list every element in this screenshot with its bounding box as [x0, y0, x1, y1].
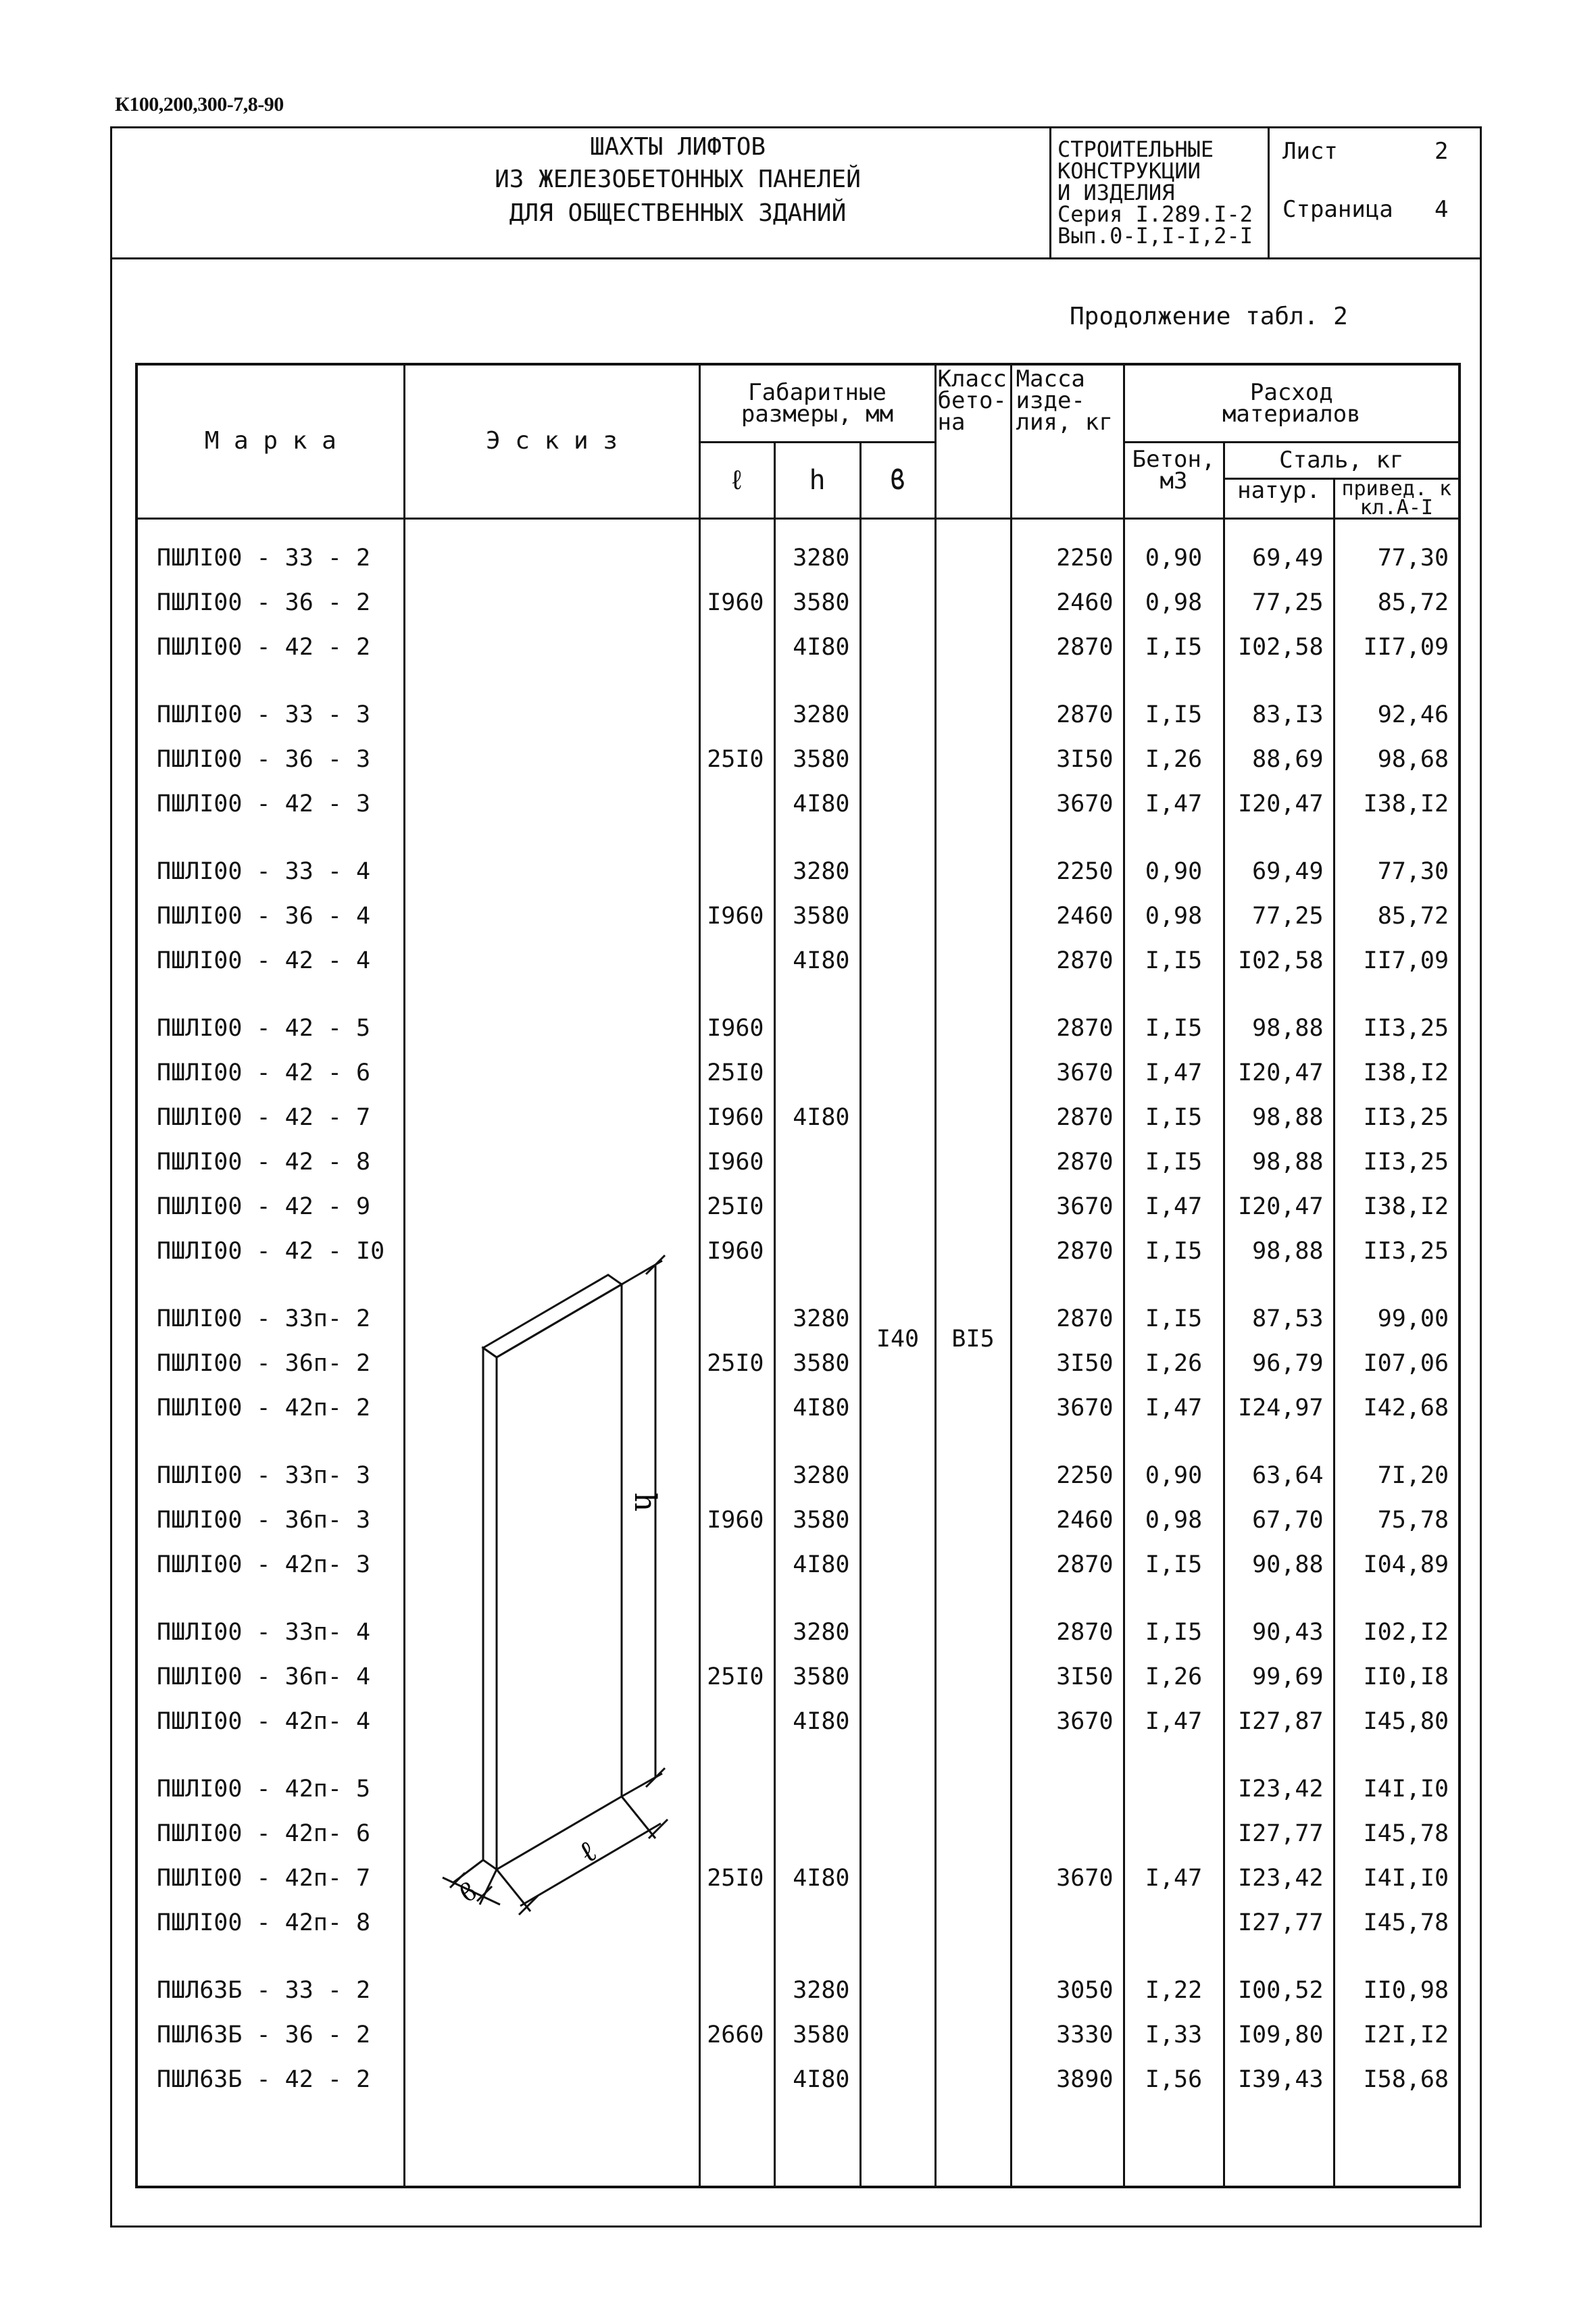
title-line-1: ШАХТЫ ЛИФТОВ — [589, 133, 766, 161]
reduced-cell: I58,68 — [1363, 2065, 1449, 2093]
reduced-cell: I42,68 — [1363, 1394, 1449, 1422]
header-reduced: привед. к кл.А-I — [1334, 478, 1460, 518]
mark-cell: ПШЛI00 - 33 - 2 — [157, 544, 371, 572]
sheet-label: Лист — [1282, 138, 1338, 165]
title-divider-1 — [1049, 126, 1051, 257]
header-concrete-class — [935, 364, 1011, 518]
mass-cell: 2870 — [1056, 1014, 1114, 1042]
l-cell — [701, 1767, 774, 1811]
natural-cell: I00,52 — [1238, 1976, 1324, 2004]
h-cell: 3580 — [793, 1663, 850, 1690]
natural-cell: 98,88 — [1252, 1014, 1324, 1042]
reduced-cell: 98,68 — [1377, 745, 1449, 773]
reduced-cell: II0,98 — [1363, 1976, 1449, 2004]
mass-cell: 3050 — [1056, 1976, 1114, 2004]
mark-cell: ПШЛI00 - 36 - 2 — [157, 588, 371, 616]
panel-sketch — [405, 520, 701, 2188]
natural-cell: I27,77 — [1238, 1909, 1324, 1936]
l-cell: I960 — [707, 1014, 764, 1042]
mark-cell: ПШЛI00 - 42п- 8 — [157, 1909, 371, 1936]
col-mass — [1011, 518, 1124, 2187]
mass-cell: 2870 — [1056, 1551, 1114, 1578]
h-cell: 3280 — [793, 1618, 850, 1646]
col-natural — [1224, 518, 1334, 2187]
mark-cell: ПШЛI00 - 42 - 2 — [157, 633, 371, 661]
header-l: ℓ — [699, 442, 774, 518]
concrete-cell: I,47 — [1145, 1864, 1203, 1892]
h-cell: 4I80 — [793, 1707, 850, 1735]
mass-cell: 3670 — [1056, 1864, 1114, 1892]
reduced-cell: II7,09 — [1363, 947, 1449, 974]
h-cell: 3580 — [793, 1506, 850, 1534]
mass-cell: 2460 — [1056, 588, 1114, 616]
reduced-cell: I45,80 — [1363, 1707, 1449, 1735]
common-b: I40 — [876, 1325, 920, 1353]
mass-cell — [1012, 1901, 1123, 1945]
concrete-cell: 0,90 — [1145, 1461, 1203, 1489]
mass-cell: 2870 — [1056, 1103, 1114, 1131]
l-cell — [701, 1699, 774, 1744]
concrete-cell — [1125, 1901, 1223, 1945]
reduced-cell: I2I,I2 — [1363, 2021, 1449, 2048]
reduced-cell: I45,78 — [1363, 1909, 1449, 1936]
natural-cell: I23,42 — [1238, 1864, 1324, 1892]
panel-top-face — [483, 1275, 622, 1357]
concrete-cell: I,I5 — [1145, 1148, 1203, 1176]
natural-cell: I20,47 — [1238, 790, 1324, 818]
natural-cell: 67,70 — [1252, 1506, 1324, 1534]
concrete-cell: I,I5 — [1145, 701, 1203, 728]
reduced-cell: 85,72 — [1377, 588, 1449, 616]
h-cell: 3280 — [793, 1305, 850, 1332]
mark-cell: ПШЛI00 - 33п- 4 — [157, 1618, 371, 1646]
l-cell: 25I0 — [707, 1192, 764, 1220]
reduced-cell: 85,72 — [1377, 902, 1449, 930]
natural-cell: I09,80 — [1238, 2021, 1324, 2048]
mark-cell: ПШЛI00 - 33 - 4 — [157, 857, 371, 885]
reduced-cell: I4I,I0 — [1363, 1775, 1449, 1803]
mass-cell: 2870 — [1056, 701, 1114, 728]
concrete-cell: 0,90 — [1145, 857, 1203, 885]
mass-cell — [1012, 1767, 1123, 1811]
mass-cell: 2250 — [1056, 857, 1114, 885]
concrete-cell: I,22 — [1145, 1976, 1203, 2004]
series-line-4: Серия I.289.I-2 — [1057, 201, 1253, 227]
page-label: Страница — [1282, 196, 1393, 223]
reduced-cell: II3,25 — [1363, 1103, 1449, 1131]
h-cell — [776, 1901, 859, 1945]
sketch-label-b: ϐ — [455, 1877, 482, 1909]
concrete-cell: I,I5 — [1145, 1305, 1203, 1332]
h-cell — [776, 1767, 859, 1811]
mass-cell: 2460 — [1056, 1506, 1114, 1534]
mass-cell: 3890 — [1056, 2065, 1114, 2093]
h-cell: 3580 — [793, 902, 850, 930]
h-cell: 3280 — [793, 1461, 850, 1489]
mass-cell: 2250 — [1056, 1461, 1114, 1489]
h-cell: 4I80 — [793, 1864, 850, 1892]
h-cell: 3280 — [793, 544, 850, 572]
mass-cell: 3I50 — [1056, 1349, 1114, 1377]
l-cell: I960 — [707, 1103, 764, 1131]
concrete-cell: I,47 — [1145, 790, 1203, 818]
mark-cell: ПШЛ63Б - 42 - 2 — [157, 2065, 371, 2093]
l-cell: 25I0 — [707, 1349, 764, 1377]
h-cell — [776, 1184, 859, 1229]
h-cell: 3280 — [793, 857, 850, 885]
concrete-cell: I,47 — [1145, 1394, 1203, 1422]
header-b: ϐ — [860, 442, 935, 518]
mark-cell: ПШЛI00 - 42 - 3 — [157, 790, 371, 818]
reduced-cell: II7,09 — [1363, 633, 1449, 661]
l-cell — [701, 536, 774, 580]
h-cell — [776, 1051, 859, 1095]
natural-cell: I23,42 — [1238, 1775, 1324, 1803]
series-line-3: И ИЗДЕЛИЯ — [1057, 180, 1175, 205]
l-cell: 25I0 — [707, 1059, 764, 1086]
mark-cell: ПШЛI00 - 42п- 3 — [157, 1551, 371, 1578]
mark-cell: ПШЛ63Б - 33 - 2 — [157, 1976, 371, 2004]
reduced-cell: 77,30 — [1377, 857, 1449, 885]
h-cell — [776, 1229, 859, 1274]
l-cell — [701, 1453, 774, 1498]
spec-table — [135, 363, 1461, 2188]
natural-cell: 98,88 — [1252, 1148, 1324, 1176]
panel-drawing — [443, 1255, 668, 1915]
l-cell: 2660 — [707, 2021, 764, 2048]
mark-cell: ПШЛI00 - 42 - 7 — [157, 1103, 371, 1131]
h-cell: 4I80 — [793, 1551, 850, 1578]
header-mass — [1011, 364, 1124, 518]
mark-cell: ПШЛI00 - 33 - 3 — [157, 701, 371, 728]
natural-cell: I20,47 — [1238, 1192, 1324, 1220]
mark-cell: ПШЛI00 - 42 - 8 — [157, 1148, 371, 1176]
mass-cell: 3I50 — [1056, 1663, 1114, 1690]
h-cell: 3580 — [793, 745, 850, 773]
concrete-cell — [1125, 1811, 1223, 1856]
sheet-value: 2 — [1435, 138, 1449, 165]
mass-cell — [1012, 1811, 1123, 1856]
header-sketch: Э с к и з — [404, 364, 699, 518]
panel-side-face — [483, 1348, 497, 1869]
h-cell: 4I80 — [793, 2065, 850, 2093]
reduced-cell: 92,46 — [1377, 701, 1449, 728]
panel-front-face — [497, 1284, 622, 1869]
concrete-cell: I,I5 — [1145, 947, 1203, 974]
header-dims: Габаритные размеры, мм — [699, 364, 935, 442]
natural-cell: 88,69 — [1252, 745, 1324, 773]
mass-cell: 2250 — [1056, 544, 1114, 572]
mark-cell: ПШЛI00 - 42п- 7 — [157, 1864, 371, 1892]
natural-cell: I27,77 — [1238, 1819, 1324, 1847]
document-code: К100,200,300-7,8-90 — [115, 93, 284, 116]
mark-cell: ПШЛI00 - 36п- 2 — [157, 1349, 371, 1377]
natural-cell: I27,87 — [1238, 1707, 1324, 1735]
reduced-cell: 99,00 — [1377, 1305, 1449, 1332]
dim-ext-left — [497, 1869, 530, 1911]
concrete-cell: I,33 — [1145, 2021, 1203, 2048]
mass-cell: 2460 — [1056, 902, 1114, 930]
h-cell: 3280 — [793, 1976, 850, 2004]
l-cell: I960 — [707, 1148, 764, 1176]
mark-cell: ПШЛI00 - 42 - 9 — [157, 1192, 371, 1220]
mass-cell: 3670 — [1056, 1394, 1114, 1422]
natural-cell: 77,25 — [1252, 902, 1324, 930]
concrete-cell: I,I5 — [1145, 1551, 1203, 1578]
l-cell — [701, 849, 774, 894]
natural-cell: I24,97 — [1238, 1394, 1324, 1422]
h-cell: 4I80 — [793, 947, 850, 974]
mark-cell: ПШЛI00 - 42 - 4 — [157, 947, 371, 974]
h-cell: 4I80 — [793, 633, 850, 661]
reduced-cell: I4I,I0 — [1363, 1864, 1449, 1892]
natural-cell: I20,47 — [1238, 1059, 1324, 1086]
natural-cell: 69,49 — [1252, 857, 1324, 885]
mass-cell: 3330 — [1056, 2021, 1114, 2048]
header-consumption: Расход материалов — [1124, 364, 1460, 442]
reduced-cell: I38,I2 — [1363, 1059, 1449, 1086]
col-concrete-class — [935, 518, 1011, 2187]
natural-cell: 63,64 — [1252, 1461, 1324, 1489]
l-cell — [701, 1968, 774, 2013]
concrete-cell: I,56 — [1145, 2065, 1203, 2093]
col-concrete — [1124, 518, 1224, 2187]
concrete-cell: I,26 — [1145, 745, 1203, 773]
col-reduced — [1334, 518, 1460, 2187]
natural-cell: I02,58 — [1238, 947, 1324, 974]
concrete-cell: I,I5 — [1145, 1237, 1203, 1265]
mark-cell: ПШЛI00 - 42 - 5 — [157, 1014, 371, 1042]
l-cell: 25I0 — [707, 1864, 764, 1892]
h-cell: 4I80 — [793, 1103, 850, 1131]
natural-cell: 99,69 — [1252, 1663, 1324, 1690]
l-cell — [701, 1610, 774, 1655]
h-cell — [776, 1006, 859, 1051]
col-l — [699, 518, 774, 2187]
l-cell: I960 — [707, 1237, 764, 1265]
h-cell: 4I80 — [793, 1394, 850, 1422]
header-mark: М а р к а — [136, 364, 404, 518]
l-cell — [701, 625, 774, 670]
l-cell — [701, 1542, 774, 1587]
reduced-cell: I02,I2 — [1363, 1618, 1449, 1646]
series-line-1: СТРОИТЕЛЬНЫЕ — [1057, 136, 1214, 162]
l-cell: 25I0 — [707, 745, 764, 773]
series-line-2: КОНСТРУКЦИИ — [1057, 158, 1201, 184]
reduced-cell: II3,25 — [1363, 1014, 1449, 1042]
mass-cell: 2870 — [1056, 1237, 1114, 1265]
title-block — [110, 126, 1482, 259]
header-mass-text: Масса изде- лия, кг — [1016, 366, 1113, 436]
mark-cell: ПШЛI00 - 36п- 3 — [157, 1506, 371, 1534]
header-h: h — [774, 442, 860, 518]
h-cell — [776, 1811, 859, 1856]
natural-cell: 83,I3 — [1252, 701, 1324, 728]
reduced-cell: I38,I2 — [1363, 790, 1449, 818]
reduced-cell: I38,I2 — [1363, 1192, 1449, 1220]
header-natural: натур. — [1224, 478, 1334, 518]
h-cell: 3580 — [793, 2021, 850, 2048]
concrete-cell: I,I5 — [1145, 633, 1203, 661]
concrete-cell: 0,90 — [1145, 544, 1203, 572]
h-cell: 3580 — [793, 588, 850, 616]
mark-cell: ПШЛI00 - 36 - 4 — [157, 902, 371, 930]
concrete-cell: I,I5 — [1145, 1103, 1203, 1131]
series-block — [1057, 136, 1253, 249]
sketch-label-h: h — [627, 1492, 662, 1511]
reduced-cell: II3,25 — [1363, 1237, 1449, 1265]
mass-cell: 3670 — [1056, 1192, 1114, 1220]
mass-cell: 3I50 — [1056, 745, 1114, 773]
l-cell: 25I0 — [707, 1663, 764, 1690]
concrete-cell: 0,98 — [1145, 902, 1203, 930]
reduced-cell: I04,89 — [1363, 1551, 1449, 1578]
concrete-cell: I,I5 — [1145, 1014, 1203, 1042]
mass-cell: 3670 — [1056, 1059, 1114, 1086]
l-cell — [701, 2057, 774, 2102]
reduced-cell: I07,06 — [1363, 1349, 1449, 1377]
mark-cell: ПШЛI00 - 36 - 3 — [157, 745, 371, 773]
mass-cell: 2870 — [1056, 1618, 1114, 1646]
h-cell: 4I80 — [793, 790, 850, 818]
natural-cell: 96,79 — [1252, 1349, 1324, 1377]
l-cell: I960 — [707, 902, 764, 930]
header-concrete: Бетон, м3 — [1124, 442, 1224, 518]
reduced-cell: I45,78 — [1363, 1819, 1449, 1847]
dim-ext-right — [622, 1796, 655, 1838]
h-cell: 3580 — [793, 1349, 850, 1377]
col-b — [860, 518, 935, 2187]
title-line-2: ИЗ ЖЕЛЕЗОБЕТОННЫХ ПАНЕЛЕЙ — [495, 166, 861, 193]
natural-cell: I02,58 — [1238, 633, 1324, 661]
continuation-note: Продолжение табл. 2 — [1070, 303, 1348, 330]
mark-cell: ПШЛI00 - 33п- 3 — [157, 1461, 371, 1489]
l-cell — [701, 938, 774, 983]
reduced-cell: 75,78 — [1377, 1506, 1449, 1534]
mark-cell: ПШЛI00 - 36п- 4 — [157, 1663, 371, 1690]
mark-cell: ПШЛ63Б - 36 - 2 — [157, 2021, 371, 2048]
mark-cell: ПШЛI00 - 42 - 6 — [157, 1059, 371, 1086]
concrete-cell: I,47 — [1145, 1707, 1203, 1735]
common-concrete-class: BI5 — [951, 1325, 995, 1353]
reduced-cell: 7I,20 — [1377, 1461, 1449, 1489]
l-cell — [701, 1297, 774, 1341]
h-cell: 3280 — [793, 701, 850, 728]
mass-cell: 2870 — [1056, 947, 1114, 974]
concrete-cell: I,26 — [1145, 1663, 1203, 1690]
reduced-cell: 77,30 — [1377, 544, 1449, 572]
natural-cell: 87,53 — [1252, 1305, 1324, 1332]
mark-cell: ПШЛI00 - 42п- 6 — [157, 1819, 371, 1847]
concrete-cell: I,I5 — [1145, 1618, 1203, 1646]
l-cell: I960 — [707, 588, 764, 616]
mark-cell: ПШЛI00 - 42п- 2 — [157, 1394, 371, 1422]
sketch-label-l: ℓ — [572, 1833, 603, 1871]
natural-cell: 98,88 — [1252, 1103, 1324, 1131]
natural-cell: I39,43 — [1238, 2065, 1324, 2093]
reduced-cell: II3,25 — [1363, 1148, 1449, 1176]
mass-cell: 2870 — [1056, 1148, 1114, 1176]
title-divider-2 — [1268, 126, 1270, 257]
mark-cell: ПШЛI00 - 33п- 2 — [157, 1305, 371, 1332]
mark-cell: ПШЛI00 - 42п- 5 — [157, 1775, 371, 1803]
l-cell — [701, 1386, 774, 1430]
l-cell — [701, 693, 774, 737]
mass-cell: 2870 — [1056, 633, 1114, 661]
l-cell — [701, 1901, 774, 1945]
h-cell — [776, 1140, 859, 1184]
header-steel: Сталь, кг — [1224, 442, 1460, 478]
mass-cell: 2870 — [1056, 1305, 1114, 1332]
title-line-3: ДЛЯ ОБЩЕСТВЕННЫХ ЗДАНИЙ — [509, 199, 847, 227]
l-cell — [701, 1811, 774, 1856]
concrete-cell: I,47 — [1145, 1059, 1203, 1086]
mark-cell: ПШЛI00 - 42 - I0 — [157, 1237, 385, 1265]
natural-cell: 90,43 — [1252, 1618, 1324, 1646]
natural-cell: 77,25 — [1252, 588, 1324, 616]
l-cell — [701, 782, 774, 826]
concrete-cell: 0,98 — [1145, 1506, 1203, 1534]
header-concrete-class-text: Класс бето- на — [937, 366, 1007, 436]
concrete-cell: I,26 — [1145, 1349, 1203, 1377]
natural-cell: 90,88 — [1252, 1551, 1324, 1578]
page-value: 4 — [1435, 196, 1449, 223]
col-mark — [136, 518, 404, 2187]
concrete-cell: 0,98 — [1145, 588, 1203, 616]
natural-cell: 98,88 — [1252, 1237, 1324, 1265]
natural-cell: 69,49 — [1252, 544, 1324, 572]
concrete-cell: I,47 — [1145, 1192, 1203, 1220]
mark-cell: ПШЛI00 - 42п- 4 — [157, 1707, 371, 1735]
reduced-cell: II0,I8 — [1363, 1663, 1449, 1690]
mass-cell: 3670 — [1056, 1707, 1114, 1735]
l-cell: I960 — [707, 1506, 764, 1534]
mass-cell: 3670 — [1056, 790, 1114, 818]
concrete-cell — [1125, 1767, 1223, 1811]
col-h — [774, 518, 860, 2187]
col-sketch — [404, 518, 699, 2187]
series-line-5: Вып.0-I,I-I,2-I — [1057, 223, 1253, 249]
